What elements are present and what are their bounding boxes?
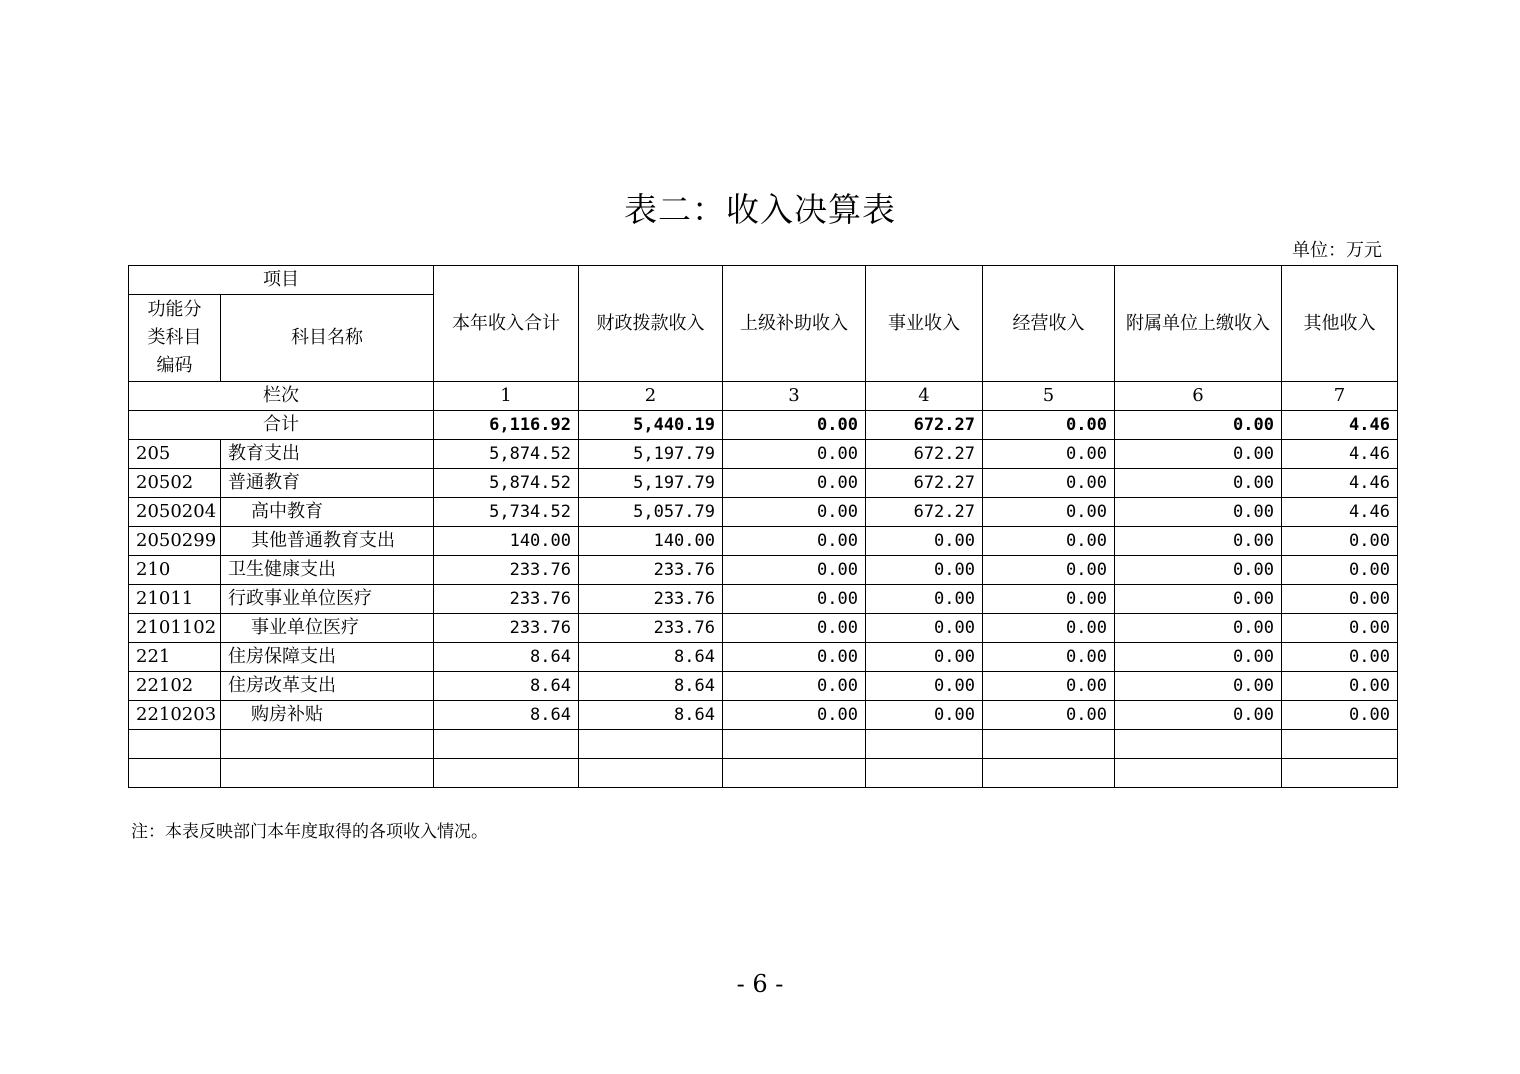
row-value: 0.00 bbox=[866, 527, 983, 556]
header-code: 功能分类科目编码 bbox=[129, 295, 221, 382]
row-value: 0.00 bbox=[1282, 614, 1398, 643]
table-row bbox=[129, 527, 1398, 556]
summary-value: 6,116.92 bbox=[434, 411, 579, 440]
row-value: 0.00 bbox=[723, 672, 866, 701]
table-row bbox=[129, 469, 1398, 498]
row-value: 233.76 bbox=[579, 556, 723, 585]
empty-cell bbox=[1282, 759, 1398, 788]
summary-value: 672.27 bbox=[866, 411, 983, 440]
header-name: 科目名称 bbox=[221, 295, 434, 382]
row-code: 221 bbox=[129, 643, 221, 672]
row-value: 0.00 bbox=[1115, 672, 1282, 701]
row-code: 2050299 bbox=[129, 527, 221, 556]
row-value: 140.00 bbox=[579, 527, 723, 556]
empty-row bbox=[129, 730, 1398, 759]
table-row bbox=[129, 556, 1398, 585]
empty-cell bbox=[129, 759, 221, 788]
row-value: 233.76 bbox=[434, 556, 579, 585]
row-value: 233.76 bbox=[434, 614, 579, 643]
column-number: 3 bbox=[723, 382, 866, 411]
income-table bbox=[128, 265, 1398, 788]
row-value: 0.00 bbox=[983, 672, 1115, 701]
row-value: 0.00 bbox=[866, 614, 983, 643]
row-code: 2210203 bbox=[129, 701, 221, 730]
row-value: 0.00 bbox=[1282, 527, 1398, 556]
row-code: 20502 bbox=[129, 469, 221, 498]
table-row bbox=[129, 672, 1398, 701]
row-name: 卫生健康支出 bbox=[221, 556, 434, 585]
empty-cell bbox=[983, 759, 1115, 788]
row-name: 普通教育 bbox=[221, 469, 434, 498]
row-value: 5,734.52 bbox=[434, 498, 579, 527]
column-number: 7 bbox=[1282, 382, 1398, 411]
row-value: 0.00 bbox=[983, 440, 1115, 469]
summary-label: 合计 bbox=[129, 411, 434, 440]
row-value: 0.00 bbox=[723, 701, 866, 730]
header-operating: 经营收入 bbox=[983, 266, 1115, 382]
row-value: 4.46 bbox=[1282, 440, 1398, 469]
row-value: 0.00 bbox=[983, 498, 1115, 527]
row-value: 0.00 bbox=[866, 643, 983, 672]
row-value: 233.76 bbox=[434, 585, 579, 614]
row-value: 233.76 bbox=[579, 614, 723, 643]
row-value: 0.00 bbox=[1115, 701, 1282, 730]
row-code: 21011 bbox=[129, 585, 221, 614]
empty-cell bbox=[434, 759, 579, 788]
row-value: 8.64 bbox=[579, 701, 723, 730]
row-value: 0.00 bbox=[1115, 585, 1282, 614]
row-value: 140.00 bbox=[434, 527, 579, 556]
row-value: 0.00 bbox=[983, 556, 1115, 585]
row-value: 0.00 bbox=[983, 527, 1115, 556]
row-value: 672.27 bbox=[866, 469, 983, 498]
row-name: 购房补贴 bbox=[221, 701, 434, 730]
row-value: 0.00 bbox=[983, 469, 1115, 498]
row-value: 0.00 bbox=[723, 498, 866, 527]
column-number: 2 bbox=[579, 382, 723, 411]
row-value: 5,874.52 bbox=[434, 469, 579, 498]
empty-row bbox=[129, 759, 1398, 788]
column-number: 6 bbox=[1115, 382, 1282, 411]
header-project: 项目 bbox=[129, 266, 434, 295]
row-value: 233.76 bbox=[579, 585, 723, 614]
empty-cell bbox=[221, 759, 434, 788]
row-name: 教育支出 bbox=[221, 440, 434, 469]
row-value: 8.64 bbox=[579, 672, 723, 701]
row-value: 0.00 bbox=[983, 614, 1115, 643]
row-value: 8.64 bbox=[434, 643, 579, 672]
row-value: 0.00 bbox=[1115, 556, 1282, 585]
empty-cell bbox=[866, 730, 983, 759]
table-row bbox=[129, 643, 1398, 672]
header-fiscal: 财政拨款收入 bbox=[579, 266, 723, 382]
row-value: 8.64 bbox=[579, 643, 723, 672]
empty-cell bbox=[983, 730, 1115, 759]
row-name: 其他普通教育支出 bbox=[221, 527, 434, 556]
row-value: 0.00 bbox=[723, 556, 866, 585]
row-value: 0.00 bbox=[1282, 556, 1398, 585]
empty-cell bbox=[1115, 759, 1282, 788]
row-value: 0.00 bbox=[1115, 643, 1282, 672]
row-code: 22102 bbox=[129, 672, 221, 701]
column-number: 1 bbox=[434, 382, 579, 411]
empty-cell bbox=[434, 730, 579, 759]
row-name: 行政事业单位医疗 bbox=[221, 585, 434, 614]
row-value: 0.00 bbox=[1115, 498, 1282, 527]
row-value: 8.64 bbox=[434, 672, 579, 701]
row-value: 0.00 bbox=[866, 585, 983, 614]
row-value: 0.00 bbox=[1115, 527, 1282, 556]
unit-label: 单位：万元 bbox=[1292, 240, 1382, 261]
summary-value: 5,440.19 bbox=[579, 411, 723, 440]
summary-value: 0.00 bbox=[1115, 411, 1282, 440]
row-value: 0.00 bbox=[1282, 701, 1398, 730]
header-total: 本年收入合计 bbox=[434, 266, 579, 382]
header-superior: 上级补助收入 bbox=[723, 266, 866, 382]
table-row bbox=[129, 440, 1398, 469]
row-value: 0.00 bbox=[866, 672, 983, 701]
row-value: 0.00 bbox=[866, 556, 983, 585]
column-number: 5 bbox=[983, 382, 1115, 411]
header-row-1 bbox=[129, 266, 1398, 295]
summary-value: 4.46 bbox=[1282, 411, 1398, 440]
empty-cell bbox=[723, 759, 866, 788]
header-other: 其他收入 bbox=[1282, 266, 1398, 382]
empty-cell bbox=[723, 730, 866, 759]
row-name: 住房改革支出 bbox=[221, 672, 434, 701]
row-value: 0.00 bbox=[723, 643, 866, 672]
row-value: 672.27 bbox=[866, 440, 983, 469]
table-row bbox=[129, 585, 1398, 614]
row-code: 2050204 bbox=[129, 498, 221, 527]
empty-cell bbox=[579, 730, 723, 759]
row-value: 0.00 bbox=[1282, 643, 1398, 672]
table-row bbox=[129, 701, 1398, 730]
table-note: 注：本表反映部门本年度取得的各项收入情况。 bbox=[131, 822, 488, 842]
empty-cell bbox=[129, 730, 221, 759]
row-value: 4.46 bbox=[1282, 498, 1398, 527]
row-value: 4.46 bbox=[1282, 469, 1398, 498]
empty-cell bbox=[866, 759, 983, 788]
column-number: 4 bbox=[866, 382, 983, 411]
column-number-label: 栏次 bbox=[129, 382, 434, 411]
table-row bbox=[129, 498, 1398, 527]
row-value: 0.00 bbox=[1115, 469, 1282, 498]
column-number-row bbox=[129, 382, 1398, 411]
empty-cell bbox=[1282, 730, 1398, 759]
summary-value: 0.00 bbox=[983, 411, 1115, 440]
empty-cell bbox=[579, 759, 723, 788]
row-value: 5,197.79 bbox=[579, 440, 723, 469]
row-code: 205 bbox=[129, 440, 221, 469]
header-affiliated: 附属单位上缴收入 bbox=[1115, 266, 1282, 382]
row-value: 672.27 bbox=[866, 498, 983, 527]
row-value: 5,057.79 bbox=[579, 498, 723, 527]
row-value: 0.00 bbox=[723, 614, 866, 643]
row-value: 0.00 bbox=[1115, 614, 1282, 643]
row-name: 事业单位医疗 bbox=[221, 614, 434, 643]
row-value: 0.00 bbox=[723, 527, 866, 556]
row-value: 0.00 bbox=[723, 469, 866, 498]
row-code: 2101102 bbox=[129, 614, 221, 643]
row-value: 5,197.79 bbox=[579, 469, 723, 498]
row-value: 0.00 bbox=[866, 701, 983, 730]
row-value: 0.00 bbox=[983, 701, 1115, 730]
row-value: 5,874.52 bbox=[434, 440, 579, 469]
row-code: 210 bbox=[129, 556, 221, 585]
row-value: 8.64 bbox=[434, 701, 579, 730]
row-name: 住房保障支出 bbox=[221, 643, 434, 672]
row-value: 0.00 bbox=[1115, 440, 1282, 469]
summary-value: 0.00 bbox=[723, 411, 866, 440]
row-value: 0.00 bbox=[1282, 672, 1398, 701]
row-value: 0.00 bbox=[723, 440, 866, 469]
row-value: 0.00 bbox=[983, 643, 1115, 672]
empty-cell bbox=[1115, 730, 1282, 759]
row-value: 0.00 bbox=[983, 585, 1115, 614]
empty-cell bbox=[221, 730, 434, 759]
table-row bbox=[129, 614, 1398, 643]
row-value: 0.00 bbox=[723, 585, 866, 614]
document-title: 表二：收入决算表 bbox=[624, 190, 896, 229]
summary-row bbox=[129, 411, 1398, 440]
row-value: 0.00 bbox=[1282, 585, 1398, 614]
row-name: 高中教育 bbox=[221, 498, 434, 527]
header-business: 事业收入 bbox=[866, 266, 983, 382]
page-number: - 6 - bbox=[736, 970, 784, 998]
